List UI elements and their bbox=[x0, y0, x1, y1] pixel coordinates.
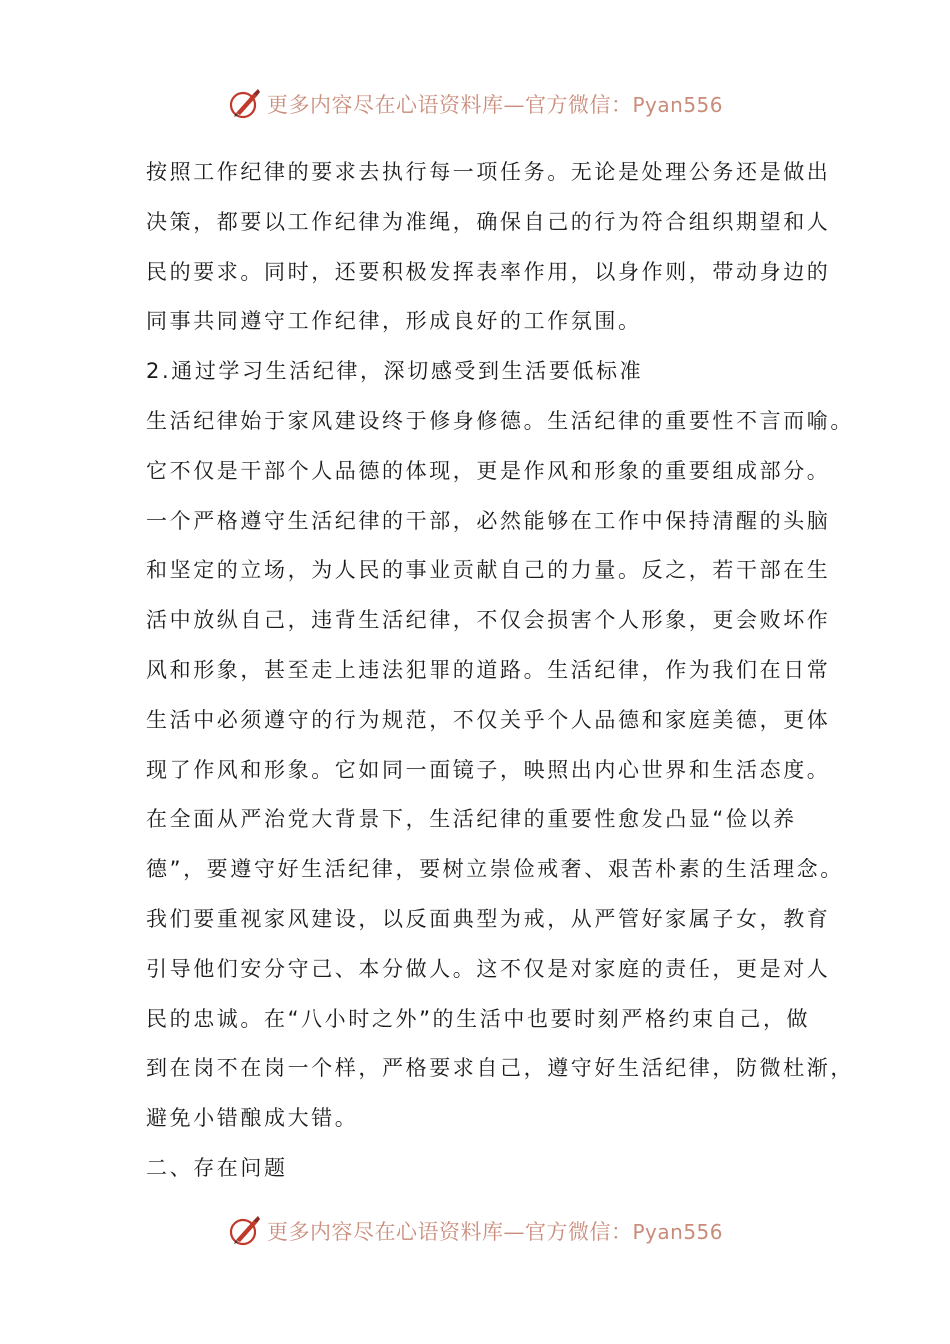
document-body bbox=[146, 152, 854, 1198]
pen-logo-icon bbox=[227, 1213, 263, 1249]
text-line: 德”，要遵守好生活纪律，要树立崇俭戒奢、艰苦朴素的生活理念。 bbox=[146, 857, 844, 882]
text-line: 生活纪律始于家风建设终于修身修德。生活纪律的重要性不言而喻。 bbox=[146, 408, 854, 433]
text-line: 决策，都要以工作纪律为准绳，确保自己的行为符合组织期望和人 bbox=[146, 209, 831, 234]
text-line: 同事共同遵守工作纪律，形成良好的工作氛围。 bbox=[146, 309, 642, 334]
text-line: 生活中必须遵守的行为规范，不仅关乎个人品德和家庭美德，更体 bbox=[146, 707, 831, 732]
watermark-text: 更多内容尽在心语资料库—官方微信：Pyan556 bbox=[266, 1220, 723, 1244]
text-line: 现了作风和形象。它如同一面镜子，映照出内心世界和生活态度。 bbox=[146, 757, 831, 782]
watermark-text: 更多内容尽在心语资料库—官方微信：Pyan556 bbox=[266, 93, 723, 117]
text-line: 避免小错酿成大错。 bbox=[146, 1106, 359, 1131]
text-line: 风和形象，甚至走上违法犯罪的道路。生活纪律，作为我们在日常 bbox=[146, 657, 831, 682]
section-heading: 2.通过学习生活纪律，深切感受到生活要低标准 bbox=[146, 359, 644, 384]
text-line: 一个严格遵守生活纪律的干部，必然能够在工作中保持清醒的头脑 bbox=[146, 508, 831, 533]
footer-watermark bbox=[0, 1211, 950, 1251]
text-line: 引导他们安分守己、本分做人。这不仅是对家庭的责任，更是对人 bbox=[146, 956, 831, 981]
text-line: 按照工作纪律的要求去执行每一项任务。无论是处理公务还是做出 bbox=[146, 160, 831, 184]
chapter-heading: 二、存在问题 bbox=[146, 1155, 288, 1180]
text-line: 我们要重视家风建设，以反面典型为戒，从严管好家属子女，教育 bbox=[146, 906, 831, 931]
text-line: 民的要求。同时，还要积极发挥表率作用，以身作则，带动身边的 bbox=[146, 259, 831, 284]
pen-logo-icon bbox=[227, 86, 263, 122]
text-line: 和坚定的立场，为人民的事业贡献自己的力量。反之，若干部在生 bbox=[146, 558, 831, 583]
text-line: 它不仅是干部个人品德的体现，更是作风和形象的重要组成部分。 bbox=[146, 458, 831, 483]
text-line: 到在岗不在岗一个样，严格要求自己，遵守好生活纪律，防微杜渐， bbox=[146, 1056, 854, 1081]
text-line: 民的忠诚。在“八小时之外”的生活中也要时刻严格约束自己，做 bbox=[146, 1006, 811, 1031]
text-line: 活中放纵自己，违背生活纪律，不仅会损害个人形象，更会败坏作 bbox=[146, 608, 831, 633]
header-watermark bbox=[0, 84, 950, 124]
text-line: 在全面从严治党大背景下，生活纪律的重要性愈发凸显“俭以养 bbox=[146, 807, 797, 832]
